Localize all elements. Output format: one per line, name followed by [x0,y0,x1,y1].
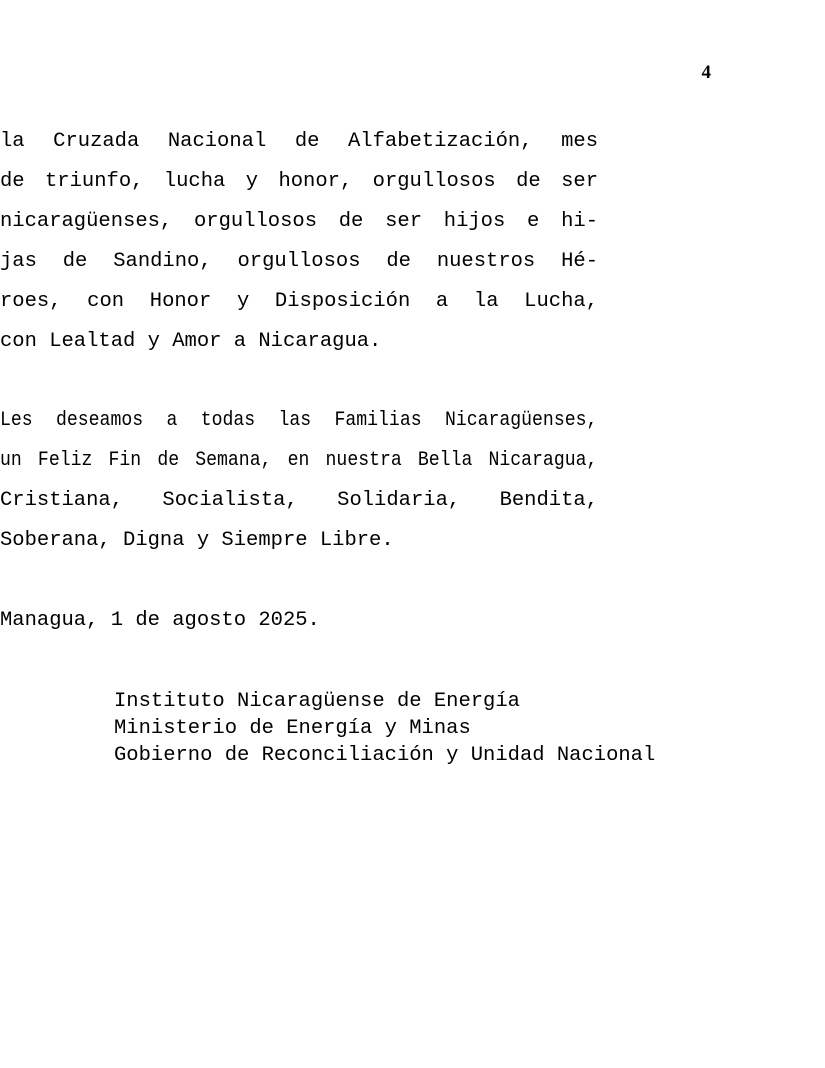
page-number: 4 [701,62,711,83]
dateline: Managua, 1 de agosto 2025. [0,609,320,632]
dateline-paragraph [0,601,598,641]
wishes-paragraph [0,401,598,561]
wishes-line: Les deseamos a todas las Familias Nicaragüenses, [0,409,598,432]
signature-line-ministry: Ministerio de Energía y Minas [114,717,471,740]
body-line: con Lealtad y Amor a Nicaragua. [0,330,382,353]
body-paragraph [0,122,598,362]
body-line: nicaragüenses, orgullosos de ser hijos e hi- [0,210,598,233]
wishes-line: un Feliz Fin de Semana, en nuestra Bella Nicaragua, [0,449,598,472]
signature-line-institute: Instituto Nicaragüense de Energía [114,690,520,713]
wishes-line: Soberana, Digna y Siempre Libre. [0,529,394,552]
body-line: de triunfo, lucha y honor, orgullosos de ser [0,170,598,193]
body-line: roes, con Honor y Disposición a la Lucha, [0,290,598,313]
signature-block [114,688,734,769]
wishes-line: Cristiana, Socialista, Solidaria, Bendita, [0,489,598,512]
body-line: jas de Sandino, orgullosos de nuestros Hé- [0,250,598,273]
body-line: la Cruzada Nacional de Alfabetización, mes [0,130,598,153]
signature-line-government: Gobierno de Reconciliación y Unidad Nacional [114,744,656,767]
